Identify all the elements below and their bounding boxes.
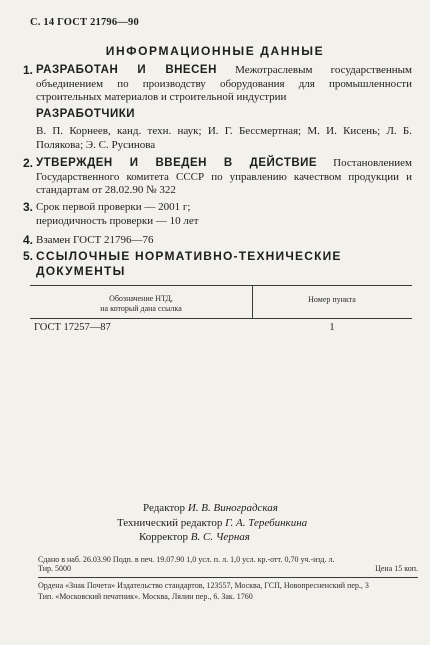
first-review-line: Срок первой проверки — 2001 г; [36,201,191,213]
credit-label: Редактор [143,502,188,514]
item-text: Постановлением Государственного комитета СССР по управлению качеством продукции и стандартам от 28.02.90 № 322 [36,157,412,197]
item-number: 1. [23,63,34,77]
table-cell-document: ГОСТ 17257—87 [34,322,111,333]
item-text: Межотраслевым государственным объединением по производству оборудования для промышленности строительных материалов и строительной индустрии [36,64,412,104]
imprint-line: Сдано в наб. 26.03.90 Подп. в печ. 19.07.90 1,0 усл. п. л. 1,0 усл. кр.-отт. 0,70 уч.-изд. л. [38,555,335,564]
table-top-rule [30,285,412,286]
page-header: С. 14 ГОСТ 21796—90 [30,17,139,28]
item-text: Взамен ГОСТ 21796—76 [36,234,154,246]
credit-name: Г. А. Теребинкина [225,517,308,529]
item-number: 2. [23,156,34,170]
imprint-rule [38,577,418,578]
item-lead: ССЫЛОЧНЫЕ НОРМАТИВНО-ТЕХНИЧЕСКИЕ ДОКУМЕНТЫ [36,249,342,278]
item-number: 3. [23,200,34,214]
credit-name: В. С. Черная [190,531,250,543]
credit-label: Корректор [139,531,191,543]
review-period-line: периодичность проверки — 10 лет [36,214,199,227]
credit-label: Технический редактор [117,517,226,529]
column-header-document [30,294,252,313]
developers-heading: РАЗРАБОТЧИКИ [36,108,135,120]
item-approved [23,156,412,198]
item-review [23,200,412,228]
item-lead: РАЗРАБОТАН И ВНЕСЕН [36,64,217,76]
column-header-item-number: Номер пункта [308,295,356,304]
credit-corrector [139,530,250,544]
item-replaces [23,233,412,248]
column-header-line: на который дана ссылка [100,303,182,313]
credit-editor [143,501,278,515]
credit-name: И. В. Виноградская [187,502,278,514]
item-number: 4. [23,233,34,247]
imprint-publisher: Ордена «Знак Почета» Издательство стандартов, 123557, Москва, ГСП, Новопресненский пер., 3 [38,581,369,590]
info-title: ИНФОРМАЦИОННЫЕ ДАННЫЕ [105,44,325,58]
table-header-rule [30,318,412,319]
column-header-line: Обозначение НТД, [109,294,173,303]
imprint-price: Цена 15 коп. [375,564,418,573]
imprint-print-run: Тир. 5000 [38,564,71,573]
item-number: 5. [23,249,34,263]
item-references [23,249,412,279]
item-lead: УТВЕРЖДЕН И ВВЕДЕН В ДЕЙСТВИЕ [36,157,318,169]
imprint-line [38,563,418,574]
imprint-printer: Тип. «Московский печатник». Москва, Лялин пер., 6. Зак. 1760 [38,592,253,601]
developers-names: В. П. Корнеев, канд. техн. наук; И. Г. Бессмертная; М. И. Кисень; Л. Б. Полякова; Э. С. Русинова [36,125,412,151]
item-developed-by [23,63,412,105]
references-table [30,285,412,349]
table-cell-item-number: 1 [329,322,335,333]
credit-technical-editor [117,516,307,530]
